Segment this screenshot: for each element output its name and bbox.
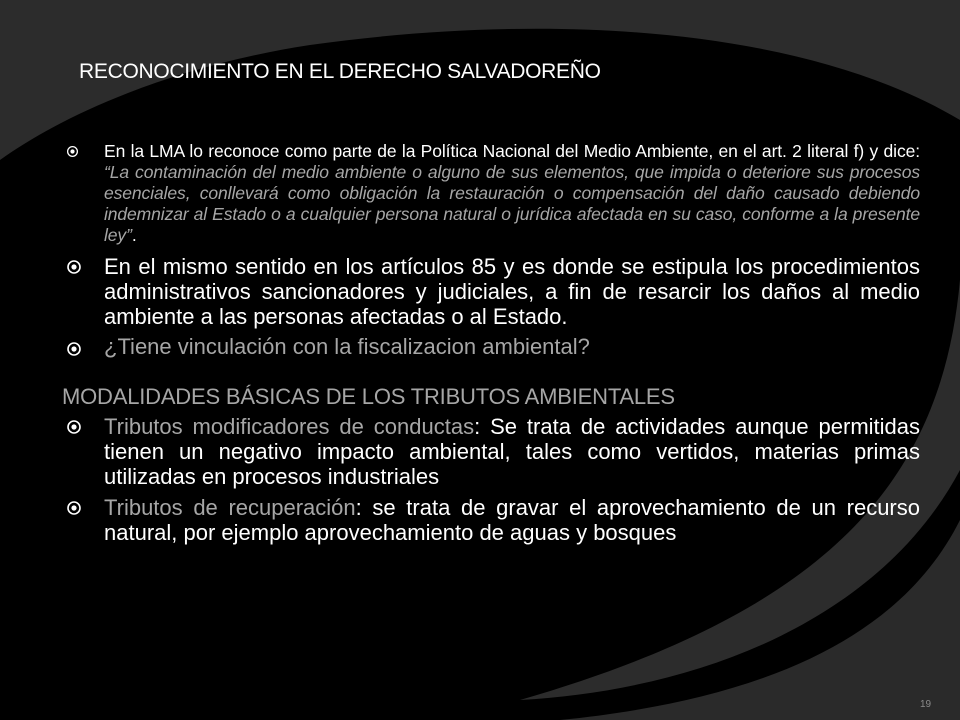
- bullet-modificadores: [62, 414, 920, 489]
- bullet-recuperacion: [62, 495, 920, 545]
- modality-term: Tributos de recuperación: [104, 495, 356, 520]
- bullet-text: En la LMA lo reconoce como parte de la Política Nacional del Medio Ambiente, en el art. 2 literal f) y dice:: [104, 141, 920, 161]
- slide-title: RECONOCIMIENTO EN EL DERECHO SALVADOREÑO: [79, 60, 601, 83]
- circled-dot-icon: [66, 145, 79, 158]
- bullet-question: [62, 334, 920, 359]
- bullet-text: ¿Tiene vinculación con la fiscalizacion ambiental?: [104, 334, 590, 359]
- modality-text: : se trata de gravar el aprovechamiento de un recurso natural, por ejemplo aprovechamiento de aguas y bosques: [104, 495, 920, 545]
- slide-content: [62, 141, 920, 545]
- circled-dot-icon: [66, 259, 82, 275]
- bullet-end: .: [131, 225, 137, 245]
- circled-dot-icon: [66, 500, 82, 516]
- circled-dot-icon: [66, 419, 82, 435]
- modality-text: : Se trata de actividades aunque permitidas tienen un negativo impacto ambiental, tales como vertidos, materias primas utilizadas en procesos industriales: [104, 414, 920, 489]
- bullet-articulo-85: [62, 254, 920, 329]
- bullet-text: En el mismo sentido en los artículos 85 y es donde se estipula los procedimientos administrativos sancionadores y judiciales, a fin de resarcir los daños al medio ambiente a las personas afectadas o al Estado.: [104, 254, 920, 329]
- bullet-lma: [62, 141, 920, 246]
- legal-quote: “La contaminación del medio ambiente o alguno de sus elementos, que impida o deteriore sus procesos esenciales, conllevará como obligación la restauración o compensación del daño causado debiendo indemnizar al Estado o a cualquier persona natural o jurídica afectada en su caso, conforme a la presente ley”: [104, 162, 920, 245]
- modality-term: Tributos modificadores de conductas: [104, 414, 475, 439]
- circled-dot-icon: [66, 341, 82, 357]
- section-subheading: MODALIDADES BÁSICAS DE LOS TRIBUTOS AMBIENTALES: [62, 384, 675, 409]
- page-number: 19: [920, 699, 932, 710]
